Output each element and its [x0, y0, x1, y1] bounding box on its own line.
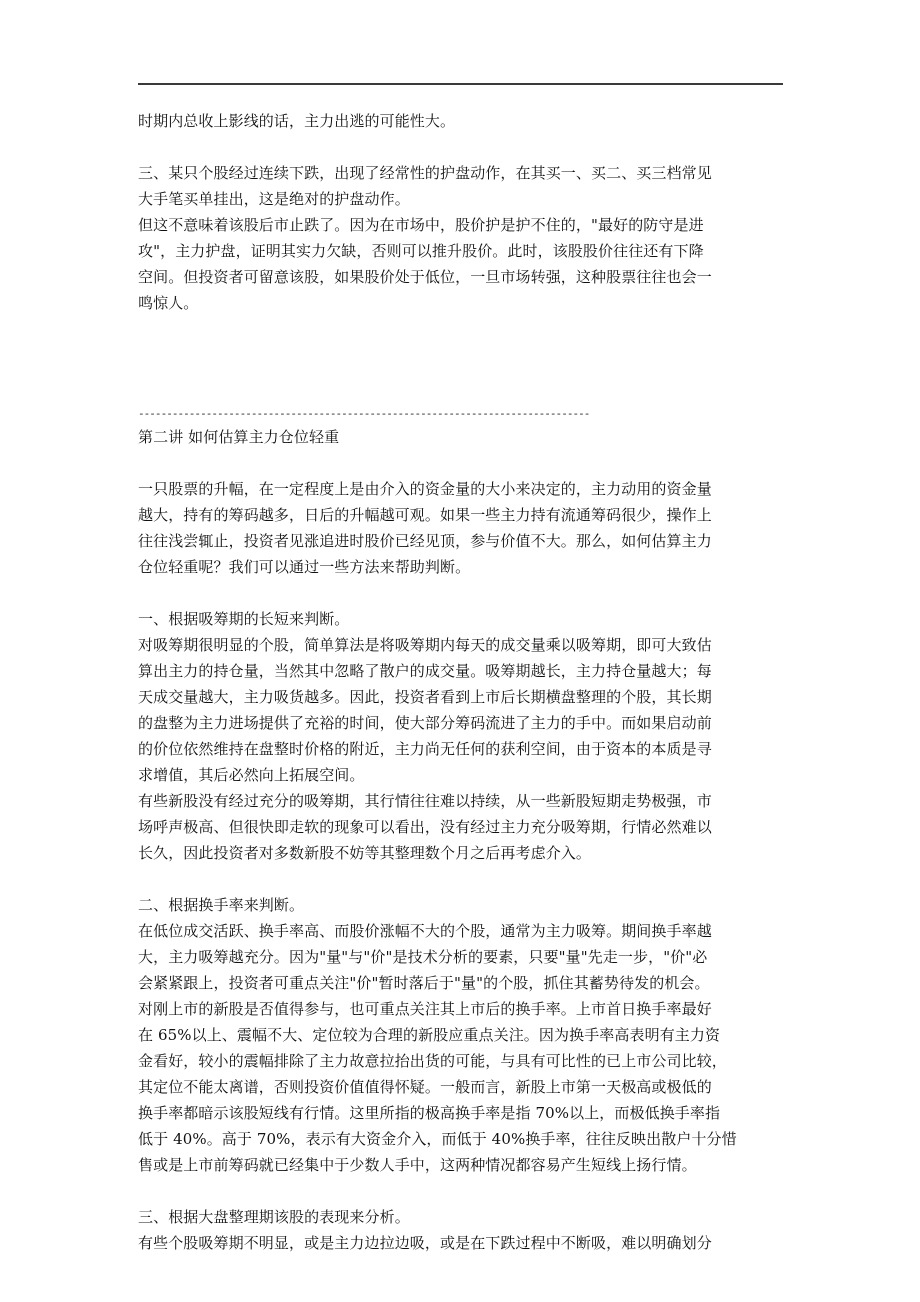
text-line: 会紧紧跟上，投资者可重点关注"价"暂时落后于"量"的个股，抓住其蓄势待发的机会。 — [138, 974, 710, 992]
paragraph-method-one-new-stocks — [138, 788, 788, 866]
text-line: 攻"，主力护盘，证明其实力欠缺，否则可以推升股价。此时，该股股价往往还有下降 — [138, 242, 704, 260]
text-line: 算出主力的持仓量，当然其中忽略了散户的成交量。吸筹期越长，主力持仓量越大；每 — [138, 662, 712, 680]
document-body — [138, 108, 788, 1256]
text-line: 在 65%以上、震幅不大、定位较为合理的新股应重点关注。因为换手率高表明有主力资 — [138, 1026, 721, 1044]
text-line: 大，主力吸筹越充分。因为"量"与"价"是技术分析的要素，只要"量"先走一步，"价"必 — [138, 948, 708, 966]
text-line: 其定位不能太离谱，否则投资价值值得怀疑。一般而言，新股上市第一天极高或极低的 — [138, 1078, 712, 1096]
paragraph-intro-tail — [138, 108, 788, 134]
text-line: 三、某只个股经过连续下跌，出现了经常性的护盘动作，在其买一、买二、买三档常见 — [138, 164, 712, 182]
text-line: 求增值，其后必然向上拓展空间。 — [138, 766, 365, 784]
text-line: 金看好，较小的震幅排除了主力故意拉抬出货的可能，与具有可比性的已上市公司比较， — [138, 1052, 727, 1070]
text-line: 鸣惊人。 — [138, 294, 199, 312]
method-two-heading: 二、根据换手率来判断。 — [138, 896, 305, 914]
text-line: 的价位依然维持在盘整时价格的附近，主力尚无任何的获利空间，由于资本的本质是寻 — [138, 740, 712, 758]
text-line: 售或是上市前筹码就已经集中于少数人手中，这两种情况都容易产生短线上扬行情。 — [138, 1156, 697, 1174]
text-line: 对吸筹期很明显的个股，简单算法是将吸筹期内每天的成交量乘以吸筹期，即可大致估 — [138, 636, 712, 654]
lecture-title: 第二讲 如何估算主力仓位轻重 — [138, 428, 340, 446]
text-line: 对刚上市的新股是否值得参与，也可重点关注其上市后的换手率。上市首日换手率最好 — [138, 1000, 712, 1018]
text-line: 空间。但投资者可留意该股，如果股价处于低位，一旦市场转强，这种股票往往也会一 — [138, 268, 712, 286]
text-line: 时期内总收上影线的话，主力出逃的可能性大。 — [138, 112, 456, 130]
text-line: 越大，持有的筹码越多，日后的升幅越可观。如果一些主力持有流通筹码很少，操作上 — [138, 506, 712, 524]
text-line: 换手率都暗示该股短线有行情。这里所指的极高换手率是指 70%以上，而极低换手率指 — [138, 1104, 721, 1122]
text-line: 的盘整为主力进场提供了充裕的时间，使大部分筹码流进了主力的手中。而如果启动前 — [138, 714, 712, 732]
paragraph-point-three — [138, 160, 788, 212]
text-line: 低于 40%。高于 70%，表示有大资金介入，而低于 40%换手率，往往反映出散户十分惜 — [138, 1130, 737, 1148]
text-line: 有些个股吸筹期不明显，或是主力边拉边吸，或是在下跌过程中不断吸，难以明确划分 — [138, 1234, 712, 1252]
text-line: 一只股票的升幅，在一定程度上是由介入的资金量的大小来决定的，主力动用的资金量 — [138, 480, 712, 498]
section-divider: -------------------------------------------------------------------------------- — [138, 407, 590, 420]
text-line: 仓位轻重呢？我们可以通过一些方法来帮助判断。 — [138, 558, 471, 576]
paragraph-method-three — [138, 1230, 788, 1256]
paragraph-lecture-intro — [138, 476, 788, 580]
method-one-heading: 一、根据吸筹期的长短来判断。 — [138, 610, 350, 628]
paragraph-method-one — [138, 632, 788, 788]
method-three-heading: 三、根据大盘整理期该股的表现来分析。 — [138, 1208, 410, 1226]
header-rule — [138, 83, 783, 85]
text-line: 长久，因此投资者对多数新股不妨等其整理数个月之后再考虑介入。 — [138, 844, 592, 862]
text-line: 但这不意味着该股后市止跌了。因为在市场中，股价护是护不住的，"最好的防守是进 — [138, 216, 704, 234]
paragraph-method-two-new-stocks — [138, 996, 788, 1178]
text-line: 大手笔买单挂出，这是绝对的护盘动作。 — [138, 190, 410, 208]
text-line: 往往浅尝辄止，投资者见涨追进时股价已经见顶，参与价值不大。那么，如何估算主力 — [138, 532, 712, 550]
paragraph-point-three-cont — [138, 212, 788, 316]
text-line: 有些新股没有经过充分的吸筹期，其行情往往难以持续，从一些新股短期走势极强，市 — [138, 792, 712, 810]
text-line: 天成交量越大，主力吸货越多。因此，投资者看到上市后长期横盘整理的个股，其长期 — [138, 688, 712, 706]
paragraph-method-two — [138, 918, 788, 996]
text-line: 场呼声极高、但很快即走软的现象可以看出，没有经过主力充分吸筹期，行情必然难以 — [138, 818, 712, 836]
text-line: 在低位成交活跃、换手率高、而股价涨幅不大的个股，通常为主力吸筹。期间换手率越 — [138, 922, 712, 940]
